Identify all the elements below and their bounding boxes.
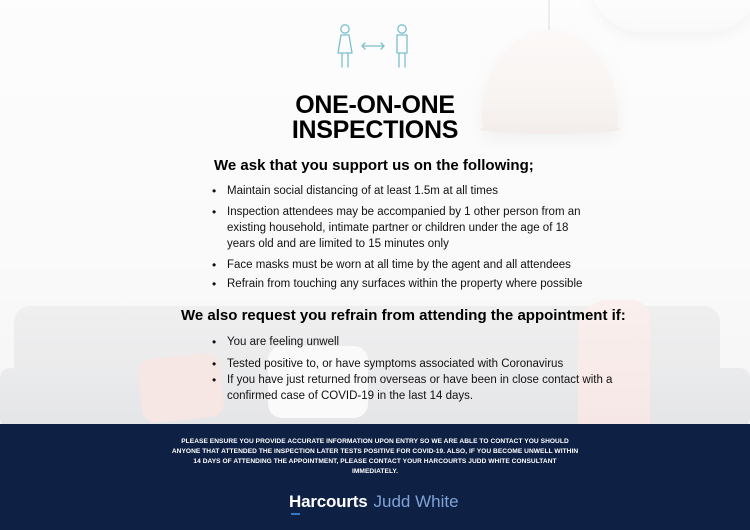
- footer-banner: [0, 424, 750, 530]
- refrain-list: [212, 334, 632, 410]
- office-name: Judd White: [373, 492, 459, 511]
- list-item: • Tested positive to, or have symptoms associated with Coronavirus: [212, 356, 632, 372]
- section-support-heading: We ask that you support us on the following;: [214, 157, 534, 174]
- section-refrain-heading: We also request you refrain from attending the appointment if:: [181, 307, 626, 324]
- harcourts-logo: [289, 492, 459, 512]
- list-item: • Refrain from touching any surfaces within the property where possible: [212, 278, 588, 290]
- two-people-distance-icon: [334, 22, 414, 70]
- list-item: • You are feeling unwell: [212, 334, 632, 350]
- page-title-line-1: ONE-ON-ONE: [295, 91, 455, 119]
- list-item: • If you have just returned from overseas or have been in close contact with a confirmed case of COVID-19 in the last 14 days.: [212, 372, 632, 404]
- list-item: • Maintain social distancing of at least 1.5m at all times: [212, 183, 588, 199]
- list-item: • Face masks must be worn at all time by the agent and all attendees: [212, 257, 588, 273]
- list-item: • Inspection attendees may be accompanied by 1 other person from an existing household, intimate partner or children under the age of 18 years old and are limited to 15 minutes only: [212, 204, 588, 252]
- page-title-line-2: INSPECTIONS: [291, 116, 459, 144]
- footer-notice: PLEASE ENSURE YOU PROVIDE ACCURATE INFORMATION UPON ENTRY SO WE ARE ABLE TO CONTACT YOU SHOULD ANYONE THAT ATTENDED THE INSPECTION LATER TESTS POSITIVE FOR COVID-19. ALSO, IF YOU BECOME UNWELL WITHIN 14 DAYS OF ATTENDING THE APPOINTMENT, PLEASE CONTACT YOUR HARCOURTS JUDD WHITE CONSULTANT IMMEDIATELY.: [171, 438, 579, 475]
- logo-accent-bar: [291, 513, 300, 515]
- brand-name: Harcourts: [289, 492, 368, 511]
- support-list: [212, 183, 588, 290]
